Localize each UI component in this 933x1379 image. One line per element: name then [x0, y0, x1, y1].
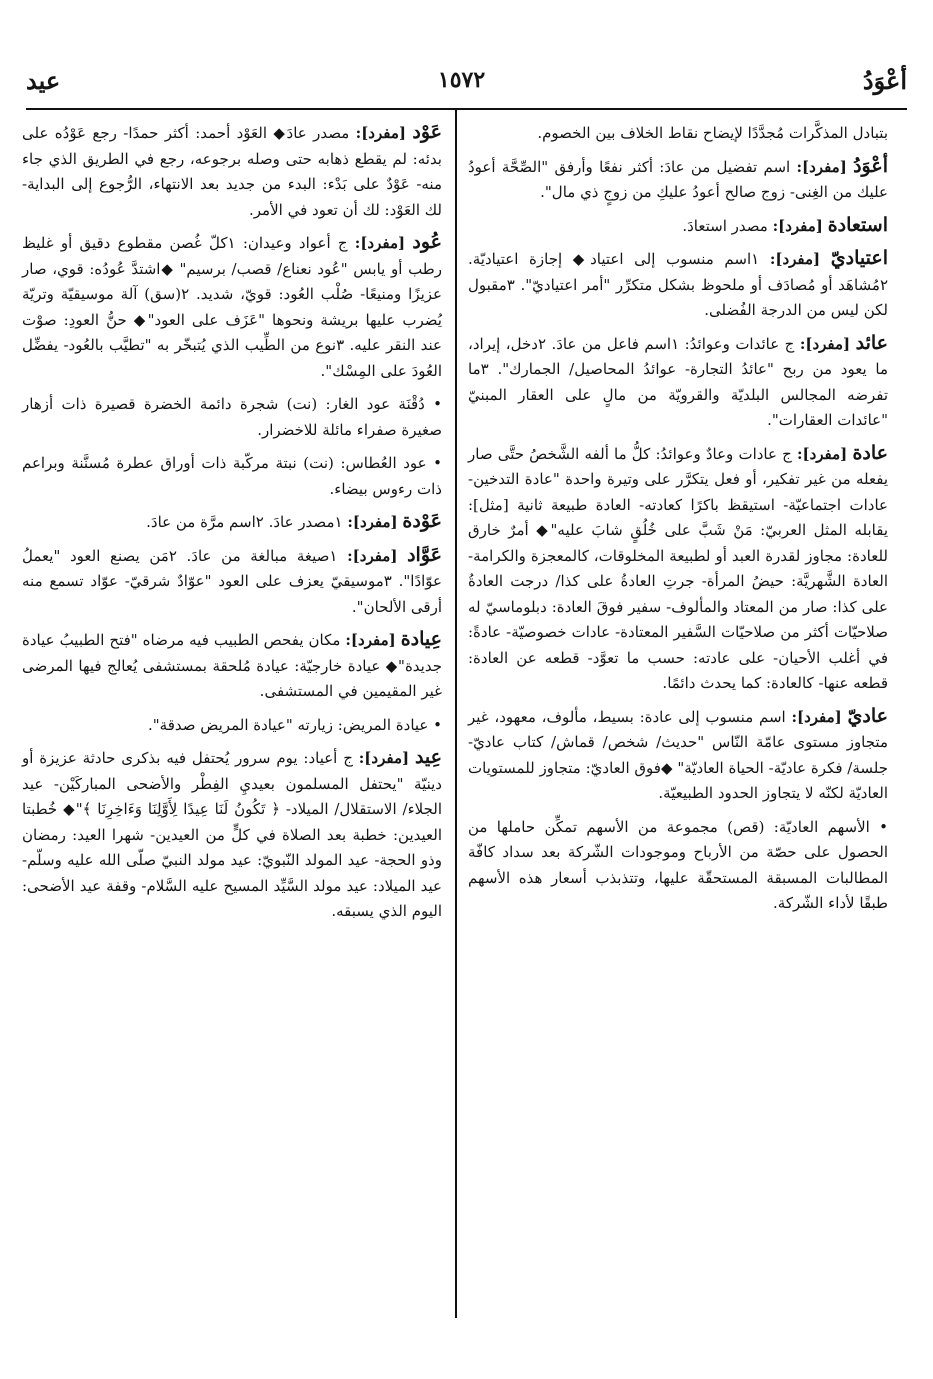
header-rule — [26, 108, 907, 110]
page-header — [26, 60, 907, 100]
entry-headword: عُود — [412, 231, 442, 253]
entry-pos: [مفرد]: — [772, 216, 823, 235]
entry — [22, 745, 442, 925]
entry-headword: عَوْدة — [402, 510, 442, 532]
entry-headword: عِيادة — [400, 628, 442, 650]
entry-text: ج عائدات وعوائدُ: ١اسم فاعل من عادَ. ٢دخل، إيراد، ما يعود من ربح "عائدُ التجارة- عوائدُ المحاصيل/ الجمارك". ٣ما تفرضه المجالس البلديّة والقرويّة من مالٍ على العقار المبنيّ "عائدات العقارات". — [468, 334, 888, 429]
entry-pos: [مفرد]: — [347, 546, 398, 565]
entry-text: ١صيغة مبالغة من عادَ. ٢مَن يصنع العود "يعملُ عوّادًا". ٣موسيقيّ يعزف على العود "عوّادٌ شرقيّ- عوّاد تسمع منه أرقى الألحان". — [22, 546, 442, 616]
entry-headword: عاديّ — [847, 704, 888, 727]
entry — [22, 230, 442, 384]
entry — [468, 814, 888, 917]
entry — [22, 450, 442, 502]
entry-text: • الأسهم العاديّة: (قص) مجموعة من الأسهم تمكِّن حاملها من الحصول على حصّة من الأرباح وموجودات الشّركة بعد سداد كافّة المطالبات المسبقة المستحقّة عليها، وتتذبذب أسعار هذه الأسهم طبقًا لأداء الشّركة. — [468, 817, 888, 912]
entry-headword: عائد — [855, 331, 888, 354]
entry-pos: [مفرد]: — [791, 707, 842, 726]
entry-pos: [مفرد]: — [796, 444, 848, 463]
entry-text: مصدر عادَ◆ العَوْد أحمد: أكثر حمدًا- رجع عَوْدُه على بدئه: لم يقطع ذهابه حتى وصله برجوعه، رجع في الطريق الذي جاء منه- عَوْدٌ على بَدْء: البدء من جديد بعد الانتهاء، الرُّجوع إلى البداية- لك العَوْد: لك أن تعود في الأمر. — [22, 124, 442, 219]
entry — [468, 246, 888, 324]
entry — [468, 154, 888, 206]
entry-text: ج أعياد: يوم سرور يُحتفل فيه بذكرى حادثة عزيزة أو دينيّة "يحتفل المسلمون بعيديِ الفِطْر والأضحى المباركَيْن- عيد الجلاء/ الاستقلال/ الميلاد- ﴿ تَكُونُ لَنَا عِيدًا لِأَوَّلِنَا وَءَاخِرِنَا ﴾"◆ خُطبتا العيدين: خطبة بعد الصلاة في كلٍّ من العيدين- شهرا العيد: رمضان وذو الحجة- عيد المولد النّبويّ: عيد مولد النبيّ صلّى الله عليه وسلّم- عيد الميلاد: عيد مولد السَّيِّد المسيح عليه السَّلام- وقفة عيد الأضحى: اليوم الذي يسبقه. — [22, 749, 442, 920]
entry-text: ج أعواد وعيدان: ١كلّ غُصن مقطوع دقيق أو غليظ رطب أو يابس "عُود نعناع/ قصب/ برسيم" ◆اشتدَّ عُودُه: قوي، صار عزيزًا ومنيعًا- صُلْب العُود: قويّ، شديد. ٢(سق) آلة موسيقيّة وتريّة يُضرب عليها بريشة ونحوها "عَزَف على العود"◆ حنُّ العودِ: صوْت عند النقر عليه. ٣نوع من الطِّيب الذي يُتبخّر به "تطيَّب بالعُود- يفضِّل العُودَ على المِسْك". — [22, 234, 443, 380]
entry-text: ١مصدر عادَ. ٢اسم مرَّة من عادَ. — [146, 513, 343, 531]
entry-text: اسم منسوب إلى عادة: بسيط، مألوف، معهود، غير متجاوز مستوى عامّة النّاس "حديث/ شخص/ قماش/ كتاب عاديّ- جلسة/ فكرة عاديّة- الحياة العاديّة" ◆فوق العاديّ: متجاوز للمستويات العاديّة لكنّه لا يتجاوز الحدود الطبيعيّة. — [468, 707, 888, 802]
entry-pos: [مفرد]: — [355, 124, 406, 142]
entry — [468, 441, 888, 697]
entry — [468, 704, 888, 807]
left-column — [22, 120, 442, 932]
entry-text: مكان يفحص الطبيب فيه مرضاه "فتح الطبيبُ عيادة جديدة"◆ عيادة خارجيّة: عيادة مُلحقة بمستشفى يُعالج فيها المرضى غير المقيمين في المستشفى. — [22, 631, 442, 700]
entry — [22, 627, 442, 705]
entry-headword: عِيد — [414, 746, 442, 768]
entry-text: مصدر استعادَ. — [682, 216, 768, 235]
entry-pos: [مفرد]: — [799, 334, 851, 353]
entry — [22, 712, 442, 739]
entry-text: ج عادات وعادٌ وعوائدُ: كلُّ ما ألفه الشَّخصُ حتَّى صار يفعله من غير تفكير، أو فعل يتكرَّر على وتيرة واحدة "عادة التدخين- عادات اجتماعيّة- استيقظ باكرًا كعادته- العادة طبيعة ثانية [مثل]: يقابله المثل العربيّ: مَنْ شَبَّ على خُلُقٍ شابَ عليه"◆ أمرٌ خارق للعادة: مجاوز لقدرة العبد أو لطبيعة المخلوقات، كالمعجزة والكرامة- العادة الشَّهريَّة: حيضُ المرأة- جرتِ العادةُ على كذا/ درجت العادةُ على كذا: صار من المعتاد والمألوف- سفير فوقَ العادة: دبلوماسيّ له صلاحيّات أكثر من صلاحيّات السَّفير المعتادة- عادات خصوصيّة- عادةً: في أغلب الأحيان- على عادته: حسب ما تعوَّد- قطعه عن العادة: قطعه عنها- كالعادة: كما يحدث دائمًا. — [468, 444, 888, 692]
entry-text: • عود العُطاس: (نت) نبتة مركّبة ذات أوراق عطرة مُسنَّنة وبراعم ذات رءوس بيضاء. — [22, 454, 442, 498]
entry — [22, 543, 442, 621]
right-column — [468, 120, 888, 924]
entry-text: • دُقْنَة عود الغار: (نت) شجرة دائمة الخضرة قصيرة ذات أزهار صغيرة صفراء مائلة للاخضرار. — [22, 395, 442, 439]
entry-headword: اعتياديّ — [830, 247, 888, 269]
running-headword-first: أعْوَدُ — [862, 65, 907, 95]
entry-headword: أعْوَدُ — [853, 154, 888, 177]
entry-pos: [مفرد]: — [796, 157, 847, 176]
entry-pos: [مفرد]: — [358, 749, 410, 767]
page-number: ١٥٧٢ — [437, 67, 486, 93]
entry-pos: [مفرد]: — [769, 250, 821, 268]
entry-pos: [مفرد]: — [345, 631, 396, 649]
entry — [468, 331, 888, 434]
entry-text: بتبادل المذكَّرات مُجدَّدًا لإيضاح نقاط الخلاف بين الخصوم. — [537, 124, 888, 142]
entry-headword: عادة — [852, 441, 888, 464]
entry-pos: [مفرد]: — [354, 234, 406, 252]
entry-headword: استعادة — [827, 213, 888, 236]
entry — [22, 391, 442, 443]
running-headword-last: عيد — [26, 65, 61, 95]
entry — [22, 120, 442, 223]
entry — [22, 509, 442, 536]
entry-text: • عيادة المريض: زيارته "عيادة المريض صدقة". — [148, 715, 442, 734]
entry-headword: عَوْد — [412, 121, 442, 143]
column-divider — [455, 108, 457, 1318]
entry-pos: [مفرد]: — [347, 513, 398, 531]
entry-text: ١اسم منسوب إلى اعتياد◆ إجازة اعتياديّة. ٢مُشاهَد أو مُصادَف أو ملحوظ بشكل متكرِّر "أمر اعتياديّ". ٣مقبول لكن ليس من الدرجة الفُضلى. — [468, 250, 888, 319]
entry — [468, 120, 888, 147]
entry-headword: عَوَّاد — [407, 543, 442, 566]
entry — [468, 213, 888, 240]
entry-text: اسم تفضيل من عادَ: أكثر نفعًا وأرفق "الصِّحَّة أعودُ عليك من الغِنى- زوج صالح أعودُ عليكِ من زوجٍ ذي مال". — [468, 157, 888, 201]
